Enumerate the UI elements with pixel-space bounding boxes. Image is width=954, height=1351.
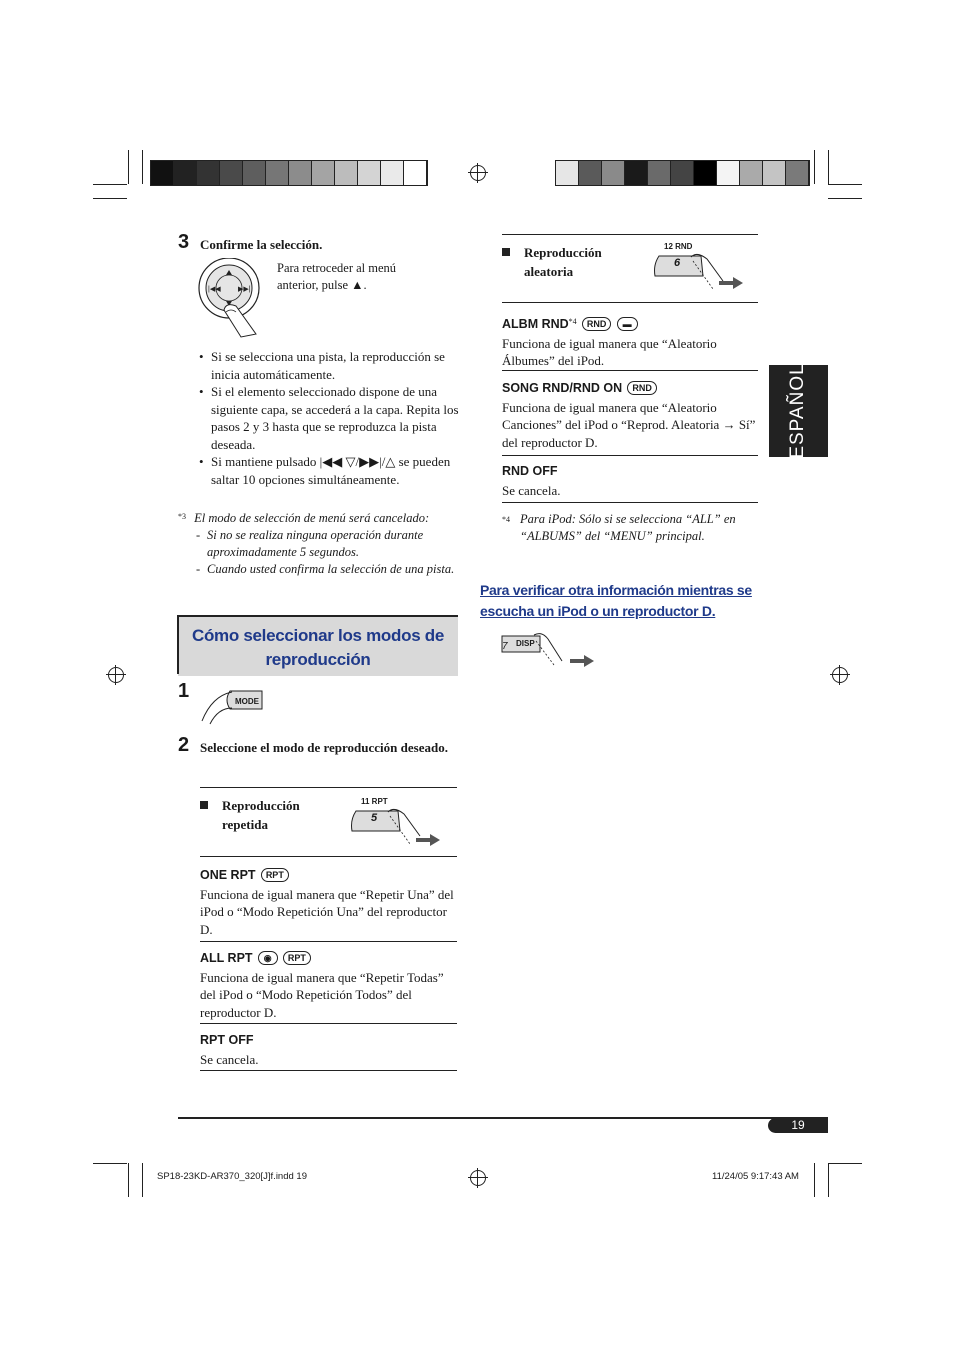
step-2-title: Seleccione el modo de reproducción deseado. (200, 740, 448, 755)
section-heading-box (178, 615, 458, 676)
footnote-3: $^{*3}$ El modo de selección de menú será cancelado: - Si no se realiza ninguna operación durante aproximadamente 5 segundos. - Cuando usted confirma la selección de una pista. (178, 511, 455, 576)
random-key-number: 6 (674, 257, 681, 269)
rpt-off-item (200, 1031, 457, 1068)
rpt-icon: RPT (261, 868, 289, 882)
rpt-button-illustration (348, 806, 443, 850)
step-3-bullets (199, 348, 461, 488)
verify-heading (480, 580, 752, 622)
square-bullet (200, 801, 208, 809)
footer-timestamp: 11/24/05 9:17:43 AM (712, 1171, 799, 1182)
rnd-icon: RND (627, 381, 657, 395)
color-swatch (335, 161, 358, 185)
color-swatch (404, 161, 427, 185)
step-2-number: 2 (178, 734, 190, 756)
rnd-icon: RND (582, 317, 612, 331)
random-heading (502, 243, 632, 281)
footnote-3-text: El modo de selección de menú será cancelado: (194, 511, 430, 525)
bullet-item: • Si se selecciona una pista, la reproducción se inicia automáticamente. (199, 348, 461, 383)
color-swatch (694, 161, 717, 185)
language-side-tab (769, 365, 828, 457)
disp-key-number: 7 (502, 641, 508, 652)
one-rpt-text: Funciona de igual manera que “Repetir Una” del iPod o “Modo Repetición Una” del reproductor D. (200, 886, 454, 937)
mode-button-label: MODE (235, 697, 259, 706)
color-swatch (671, 161, 694, 185)
color-swatch (266, 161, 289, 185)
color-swatch (381, 161, 404, 185)
registration-mark-bottom (470, 1170, 486, 1186)
color-swatch (197, 161, 220, 185)
folder-icon: ▬ (617, 317, 638, 331)
color-swatch (312, 161, 335, 185)
footnote-mark: *4 (568, 317, 577, 326)
step-3-title: Confirme la selección. (200, 237, 323, 252)
rnd-button-illustration (651, 251, 746, 295)
svg-text:|◀◀: |◀◀ (208, 286, 221, 293)
color-swatch (556, 161, 579, 185)
step-3-number: 3 (178, 231, 190, 253)
albm-rnd-text: Funciona de igual manera que “Aleatorio Álbumes” del iPod. (502, 335, 717, 368)
color-swatch (243, 161, 266, 185)
song-rnd-item (502, 379, 758, 451)
color-swatch (625, 161, 648, 185)
albm-rnd-label: ALBM RND (502, 317, 569, 331)
registration-mark-left (108, 667, 124, 683)
color-swatch (786, 161, 809, 185)
disp-button-label: DISP (516, 639, 535, 648)
color-swatch (358, 161, 381, 185)
color-swatch (602, 161, 625, 185)
rnd-off-text: Se cancela. (502, 482, 561, 498)
step-1-number: 1 (178, 680, 190, 702)
color-bar-left (150, 160, 428, 186)
back-note-line-1: Para retroceder al menú (277, 261, 397, 275)
all-rpt-label: ALL RPT (200, 951, 253, 965)
section-heading-line-2: reproducción (265, 650, 371, 669)
random-heading-text: Reproducción aleatoria (524, 245, 602, 279)
footnote-4-text: Para iPod: Sólo si se selecciona “ALL” en “ALBUMS” del “MENU” principal. (520, 512, 736, 543)
page-number-tab (768, 1118, 828, 1133)
repeat-key-label: 11 RPT (361, 797, 388, 806)
page-number: 19 (791, 1118, 805, 1132)
footnote-3-sub-2: Cuando usted confirma la selección de una pista. (207, 562, 455, 576)
section-heading-line-1: Cómo seleccionar los modos de (191, 626, 445, 645)
color-swatch (579, 161, 602, 185)
disc-icon: ◉ (258, 951, 278, 965)
footnote-4 (502, 511, 758, 545)
bullet-item: • Si mantiene pulsado |◀◀ ▽/▶▶|/△ se pueden saltar 10 opciones simultáneamente. (199, 453, 461, 488)
disp-button-illustration (500, 631, 600, 671)
rnd-off-label: RND OFF (502, 464, 558, 478)
repeat-heading (200, 796, 330, 834)
language-tab-text: ESPAÑOL (787, 363, 808, 459)
color-swatch (220, 161, 243, 185)
bullet-item: • Si el elemento seleccionado dispone de una siguiente capa, se accederá a la capa. Repita los pasos 2 y 3 hasta que se reproduzca la pista deseada. (199, 383, 461, 453)
rpt-icon: RPT (283, 951, 311, 965)
color-swatch (151, 161, 174, 185)
color-swatch (740, 161, 763, 185)
one-rpt-label: ONE RPT (200, 868, 256, 882)
color-swatch (174, 161, 197, 185)
control-dial-illustration (196, 258, 266, 338)
random-key-label: 12 RND (664, 242, 693, 251)
verify-heading-line-2: escucha un iPod o un reproductor D. (480, 603, 716, 619)
square-bullet (502, 248, 510, 256)
verify-heading-line-1: Para verificar otra información mientras se (480, 582, 752, 598)
color-swatch (289, 161, 312, 185)
footnote-mark: *3 (178, 512, 186, 521)
rpt-off-label: RPT OFF (200, 1033, 254, 1047)
song-rnd-text: Funciona de igual manera que “Aleatorio Canciones” del iPod o “Reprod. Aleatoria → Sí” del reproductor D. (502, 399, 756, 450)
albm-rnd-item (502, 313, 758, 370)
color-swatch (717, 161, 740, 185)
color-swatch (648, 161, 671, 185)
registration-mark-right (832, 667, 848, 683)
one-rpt-item (200, 866, 457, 938)
svg-text:▶▶|: ▶▶| (238, 286, 251, 293)
footer-file-name: SP18-23KD-AR370_320[J]f.indd 19 (157, 1171, 307, 1182)
color-swatch (763, 161, 786, 185)
all-rpt-item (200, 949, 457, 1021)
rnd-off-item (502, 462, 758, 499)
song-rnd-label: SONG RND/RND ON (502, 381, 623, 395)
footnote-mark: *4 (502, 515, 510, 524)
back-note-line-2: anterior, pulse ▲. (277, 278, 367, 292)
all-rpt-text: Funciona de igual manera que “Repetir Todas” del iPod o “Modo Repetición Todos” del reproductor D. (200, 969, 444, 1020)
rpt-off-text: Se cancela. (200, 1051, 259, 1067)
color-bar-right (555, 160, 810, 186)
footnote-3-sub-1: Si no se realiza ninguna operación durante aproximadamente 5 segundos. (207, 528, 424, 559)
registration-mark-top (470, 165, 486, 181)
mode-button-illustration (200, 686, 270, 726)
repeat-heading-text: Reproducción repetida (222, 798, 300, 832)
repeat-key-number: 5 (371, 812, 378, 824)
